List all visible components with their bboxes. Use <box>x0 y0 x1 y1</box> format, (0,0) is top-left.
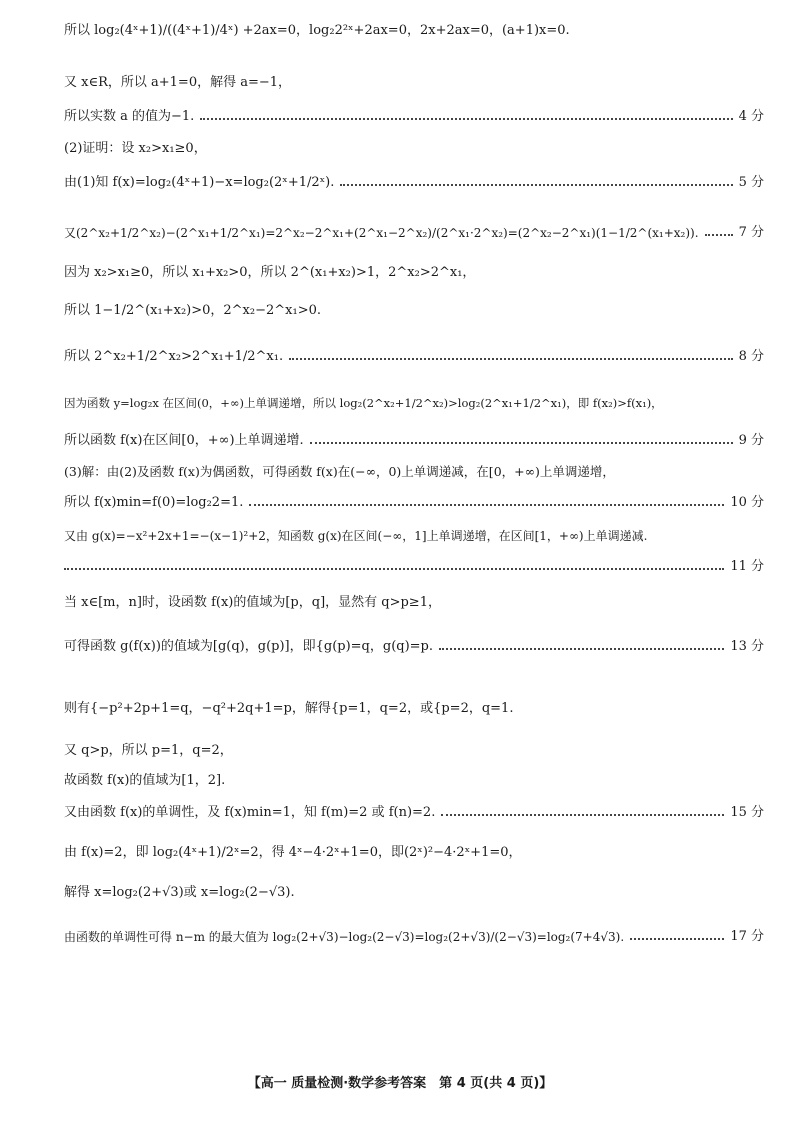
score-label: 17 分 <box>730 929 764 944</box>
dot-leader <box>249 504 724 506</box>
score-label: 4 分 <box>738 109 764 124</box>
line-text: 所以函数 f(x)在区间[0，+∞)上单调递增. <box>64 433 304 448</box>
solution-line-24 <box>64 930 764 943</box>
line-text: 又 x∈R，所以 a+1=0，解得 a=−1， <box>64 75 292 90</box>
solution-line-6 <box>64 226 764 239</box>
score-label: 10 分 <box>730 495 764 510</box>
score-label: 7 分 <box>738 225 764 240</box>
score-label: 13 分 <box>730 639 764 654</box>
solution-line-1 <box>64 24 764 37</box>
line-text: 当 x∈[m，n]时，设函数 f(x)的值域为[p，q]，显然有 q>p≥1， <box>64 595 441 610</box>
page-footer: 【高一 质量检测·数学参考答案 第 4 页(共 4 页)】 <box>247 1076 553 1091</box>
solution-line-16 <box>64 596 764 609</box>
line-text: 由 f(x)=2，即 log₂(4ˣ+1)/2ˣ=2，得 4ˣ−4·2ˣ+1=0，即(2ˣ)²−4·2ˣ+1=0， <box>64 845 522 860</box>
line-text: 所以 1−1/2^(x₁+x₂)>0，2^x₂−2^x₁>0. <box>64 303 321 318</box>
solution-line-9 <box>64 350 764 363</box>
solution-line-17 <box>64 640 764 653</box>
solution-line-13 <box>64 496 764 509</box>
line-text: 所以实数 a 的值为−1. <box>64 109 195 124</box>
score-label: 8 分 <box>738 349 764 364</box>
solution-line-11 <box>64 434 764 447</box>
line-text: 因为 x₂>x₁≥0，所以 x₁+x₂>0，所以 2^(x₁+x₂)>1，2^x₂>2^x₁， <box>64 265 476 280</box>
solution-line-19 <box>64 744 764 757</box>
score-label: 5 分 <box>738 175 764 190</box>
line-text: 故函数 f(x)的值域为[1，2]. <box>64 773 226 788</box>
solution-line-7 <box>64 266 764 279</box>
line-text: 所以 log₂(4ˣ+1)/((4ˣ+1)/4ˣ) +2ax=0，log₂2²ˣ+2ax=0，2x+2ax=0，(a+1)x=0. <box>64 23 570 38</box>
solution-line-21 <box>64 806 764 819</box>
score-label: 15 分 <box>730 805 764 820</box>
dot-leader <box>630 938 724 940</box>
solution-line-20 <box>64 774 764 787</box>
line-text: 解得 x=log₂(2+√3)或 x=log₂(2−√3). <box>64 885 295 900</box>
line-text: 又由 g(x)=−x²+2x+1=−(x−1)²+2，知函数 g(x)在区间(−∞，1]上单调递增，在区间[1，+∞)上单调递减. <box>64 529 648 543</box>
line-text: 由(1)知 f(x)=log₂(4ˣ+1)−x=log₂(2ˣ+1/2ˣ). <box>64 175 335 190</box>
solution-line-4 <box>64 142 764 155</box>
solution-line-8 <box>64 304 764 317</box>
line-text: 又(2^x₂+1/2^x₂)−(2^x₁+1/2^x₁)=2^x₂−2^x₁+(2^x₁−2^x₂)/(2^x₁·2^x₂)=(2^x₂−2^x₁)(1−1/2^(x₁+x₂)). <box>64 225 699 240</box>
dot-leader <box>310 442 733 444</box>
line-text: 因为函数 y=log₂x 在区间(0，+∞)上单调递增，所以 log₂(2^x₂+1/2^x₂)>log₂(2^x₁+1/2^x₁)，即 f(x₂)>f(x₁)， <box>64 396 663 410</box>
solution-line-18 <box>64 702 764 715</box>
solution-line-22 <box>64 846 764 859</box>
dot-leader <box>64 568 724 570</box>
line-text: 所以 f(x)min=f(0)=log₂2=1. <box>64 495 244 510</box>
line-text: 由函数的单调性可得 n−m 的最大值为 log₂(2+√3)−log₂(2−√3)=log₂(2+√3)/(2−√3)=log₂(7+4√3). <box>64 929 625 944</box>
score-label: 11 分 <box>730 559 764 574</box>
solution-line-14 <box>64 530 764 542</box>
line-text: (2)证明：设 x₂>x₁≥0， <box>64 141 207 156</box>
line-text: 又 q>p，所以 p=1，q=2， <box>64 743 233 758</box>
solution-line-3 <box>64 110 764 123</box>
solution-line-23 <box>64 886 764 899</box>
dot-leader <box>439 648 724 650</box>
dot-leader <box>441 814 724 816</box>
line-text: 则有{−p²+2p+1=q，−q²+2q+1=p，解得{p=1，q=2，或{p=2，q=1. <box>64 701 514 716</box>
line-text: 可得函数 g(f(x))的值域为[g(q)，g(p)]，即{g(p)=q，g(q)=p. <box>64 639 434 654</box>
line-text: (3)解：由(2)及函数 f(x)为偶函数，可得函数 f(x)在(−∞，0)上单调递减，在[0，+∞)上单调递增， <box>64 464 615 479</box>
solution-line-10 <box>64 398 764 410</box>
dot-leader <box>340 184 732 186</box>
solution-line-2 <box>64 76 764 89</box>
score-label: 9 分 <box>738 433 764 448</box>
solution-line-5 <box>64 176 764 189</box>
line-text: 又由函数 f(x)的单调性，及 f(x)min=1，知 f(m)=2 或 f(n)=2. <box>64 805 436 820</box>
line-text: 所以 2^x₂+1/2^x₂>2^x₁+1/2^x₁. <box>64 349 284 364</box>
dot-leader <box>705 234 733 236</box>
solution-line-15 <box>64 560 764 573</box>
dot-leader <box>200 118 732 120</box>
solution-line-12 <box>64 466 764 479</box>
dot-leader <box>289 358 733 360</box>
